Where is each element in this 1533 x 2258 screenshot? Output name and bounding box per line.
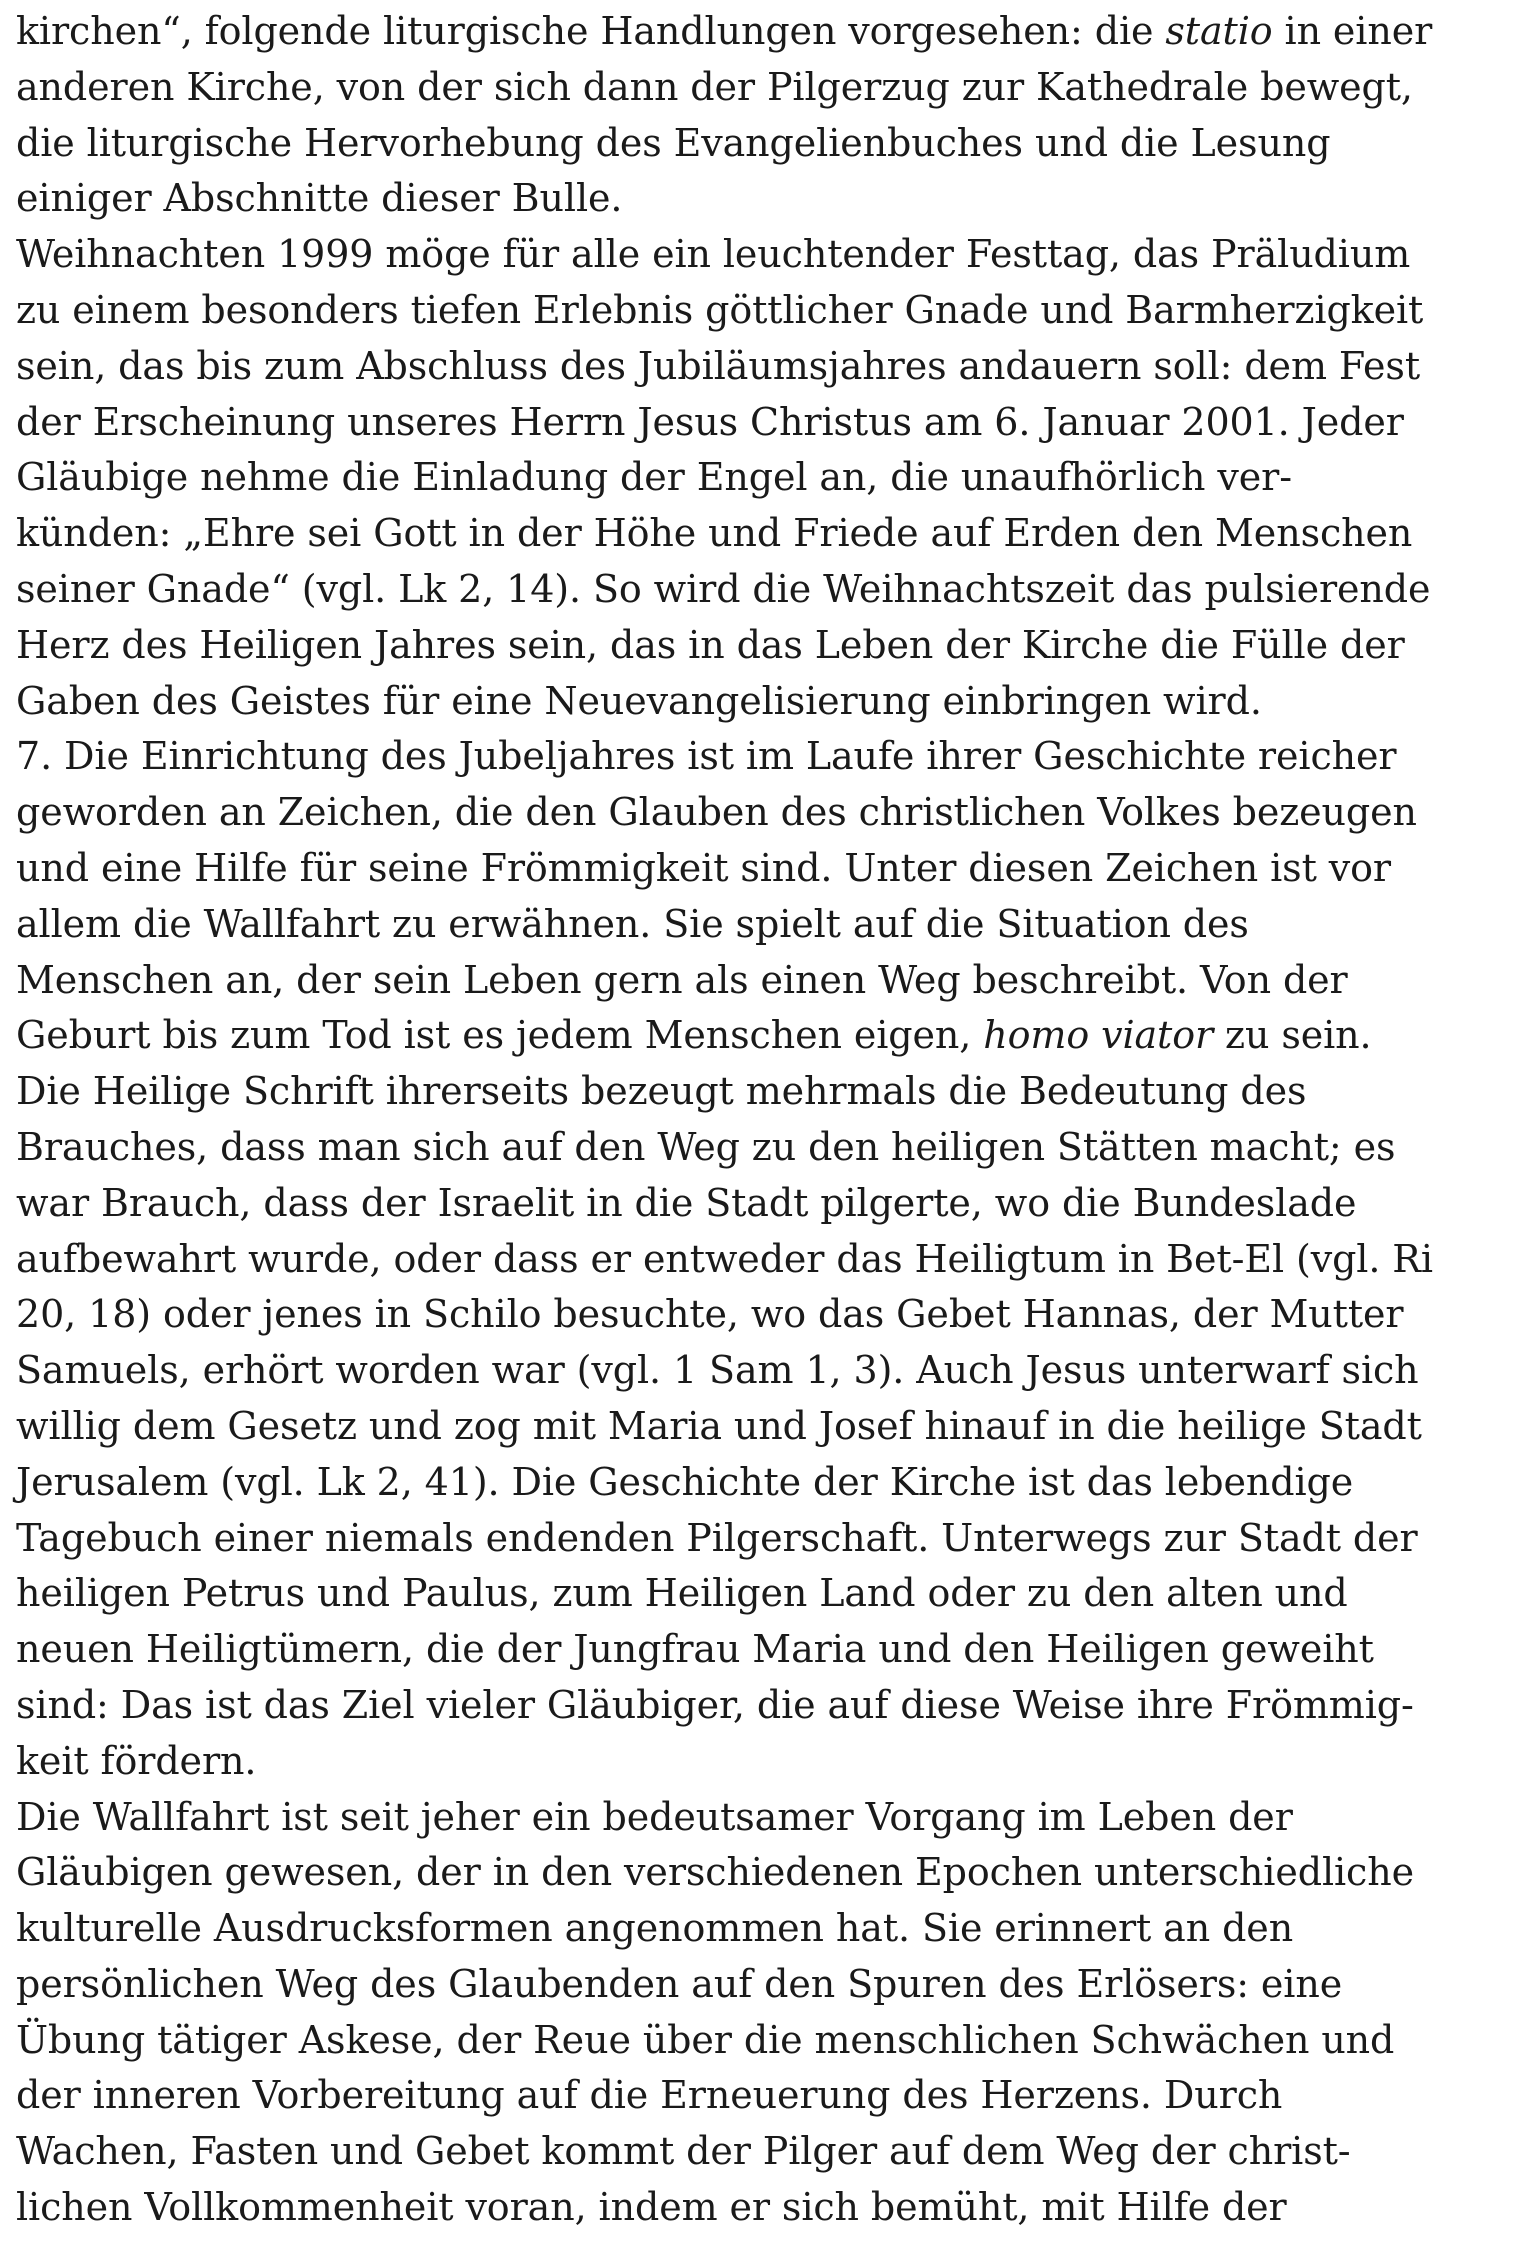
text-run: Tagebuch einer niemals endenden Pilgerschaft. Unterwegs zur Stadt der <box>16 1515 1418 1560</box>
text-run: der Erscheinung unseres Herrn Jesus Christus am 6. Januar 2001. Jeder <box>16 399 1404 444</box>
text-run: persönlichen Weg des Glaubenden auf den Spuren des Erlösers: eine <box>16 1961 1343 2006</box>
text-run: heiligen Petrus und Paulus, zum Heiligen Land oder zu den alten und <box>16 1571 1348 1616</box>
text-line <box>16 1343 1503 1399</box>
text-line <box>16 1008 1503 1064</box>
text-run: die liturgische Hervorhebung des Evangelienbuches und die Lesung <box>16 120 1331 165</box>
text-line <box>16 283 1503 339</box>
text-line <box>16 562 1503 618</box>
text-line <box>16 2124 1503 2180</box>
text-line <box>16 1120 1503 1176</box>
text-line <box>16 1176 1503 1232</box>
text-run: Gläubige nehme die Einladung der Engel an, die unaufhörlich ver- <box>16 455 1292 500</box>
paragraph <box>16 227 1503 729</box>
text-run: keit fördern. <box>16 1738 257 1783</box>
text-run: Jerusalem (vgl. Lk 2, 41). Die Geschichte der Kirche ist das lebendige <box>16 1459 1354 1504</box>
text-line <box>16 1734 1503 1790</box>
text-run: lichen Vollkommenheit voran, indem er sich bemüht, mit Hilfe der <box>16 2185 1287 2230</box>
italic-term: homo viator <box>983 1013 1214 1058</box>
text-line <box>16 116 1503 172</box>
paragraph <box>16 729 1503 1789</box>
text-run: willig dem Gesetz und zog mit Maria und Josef hinauf in die heilige Stadt <box>16 1403 1422 1448</box>
text-run: geworden an Zeichen, die den Glauben des christlichen Volkes bezeugen <box>16 790 1417 835</box>
text-line <box>16 4 1503 60</box>
text-line <box>16 618 1503 674</box>
text-line <box>16 1455 1503 1511</box>
text-line <box>16 729 1503 785</box>
body-text <box>16 4 1503 2236</box>
text-line <box>16 1566 1503 1622</box>
text-line <box>16 450 1503 506</box>
text-line <box>16 1511 1503 1567</box>
text-run: anderen Kirche, von der sich dann der Pilgerzug zur Kathedrale bewegt, <box>16 64 1413 109</box>
text-run: Brauches, dass man sich auf den Weg zu den heiligen Stätten macht; es <box>16 1124 1396 1169</box>
text-run: neuen Heiligtümern, die der Jungfrau Maria und den Heiligen geweiht <box>16 1627 1374 1672</box>
text-run: und eine Hilfe für seine Frömmigkeit sind. Unter diesen Zeichen ist vor <box>16 845 1391 890</box>
text-run: Menschen an, der sein Leben gern als einen Weg beschreibt. Von der <box>16 957 1348 1002</box>
text-line <box>16 1399 1503 1455</box>
text-run: zu sein. <box>1213 1013 1372 1058</box>
text-line <box>16 1064 1503 1120</box>
text-line <box>16 1287 1503 1343</box>
text-run: Gaben des Geistes für eine Neuevangelisierung einbringen wird. <box>16 678 1262 723</box>
text-run: kulturelle Ausdrucksformen angenommen hat. Sie erinnert an den <box>16 1906 1294 1951</box>
text-line <box>16 1678 1503 1734</box>
text-run: Gläubigen gewesen, der in den verschiedenen Epochen unterschiedliche <box>16 1850 1414 1895</box>
text-run: aufbewahrt wurde, oder dass er entweder das Heiligtum in Bet-El (vgl. Ri <box>16 1236 1433 1281</box>
text-run: seiner Gnade“ (vgl. Lk 2, 14). So wird die Weihnachtszeit das pulsierende <box>16 566 1431 611</box>
paragraph <box>16 1790 1503 2236</box>
text-run: einiger Abschnitte dieser Bulle. <box>16 176 623 221</box>
text-line <box>16 1622 1503 1678</box>
paragraph <box>16 4 1503 227</box>
text-line <box>16 674 1503 730</box>
text-run: 7. Die Einrichtung des Jubeljahres ist im Laufe ihrer Geschichte reicher <box>16 734 1397 779</box>
text-run: in einer <box>1272 9 1433 53</box>
text-line <box>16 2013 1503 2069</box>
text-run: Die Heilige Schrift ihrerseits bezeugt mehrmals die Bedeutung des <box>16 1069 1307 1114</box>
text-line <box>16 897 1503 953</box>
text-run: Weihnachten 1999 möge für alle ein leuchtender Festtag, das Präludium <box>16 232 1411 277</box>
text-run: Geburt bis zum Tod ist es jedem Menschen eigen, <box>16 1013 984 1058</box>
text-line <box>16 1790 1503 1846</box>
text-line <box>16 339 1503 395</box>
text-run: allem die Wallfahrt zu erwähnen. Sie spielt auf die Situation des <box>16 901 1249 946</box>
text-line <box>16 2068 1503 2124</box>
text-run: Die Wallfahrt ist seit jeher ein bedeutsamer Vorgang im Leben der <box>16 1794 1293 1839</box>
text-line <box>16 1901 1503 1957</box>
text-line <box>16 506 1503 562</box>
text-line <box>16 1845 1503 1901</box>
text-run: Samuels, erhört worden war (vgl. 1 Sam 1, 3). Auch Jesus unterwarf sich <box>16 1348 1419 1393</box>
text-line <box>16 2180 1503 2236</box>
text-line <box>16 227 1503 283</box>
text-run: sind: Das ist das Ziel vieler Gläubiger, die auf diese Weise ihre Frömmig- <box>16 1682 1414 1727</box>
text-line <box>16 60 1503 116</box>
text-line <box>16 841 1503 897</box>
text-line <box>16 395 1503 451</box>
text-run: sein, das bis zum Abschluss des Jubiläumsjahres andauern soll: dem Fest <box>16 343 1421 388</box>
text-run: der inneren Vorbereitung auf die Erneuerung des Herzens. Durch <box>16 2073 1283 2118</box>
text-run: kirchen“, folgende liturgische Handlungen vorgesehen: die <box>16 9 1166 53</box>
text-run: Übung tätiger Askese, der Reue über die menschlichen Schwächen und <box>16 2017 1395 2062</box>
text-run: künden: „Ehre sei Gott in der Höhe und Friede auf Erden den Menschen <box>16 511 1413 556</box>
text-run: Herz des Heiligen Jahres sein, das in das Leben der Kirche die Fülle der <box>16 622 1405 667</box>
text-run: 20, 18) oder jenes in Schilo besuchte, wo das Gebet Hannas, der Mutter <box>16 1292 1404 1337</box>
text-run: war Brauch, dass der Israelit in die Stadt pilgerte, wo die Bundeslade <box>16 1180 1357 1225</box>
italic-term: statio <box>1165 9 1273 53</box>
text-line <box>16 171 1503 227</box>
text-line <box>16 785 1503 841</box>
text-run: zu einem besonders tiefen Erlebnis göttlicher Gnade und Barmherzigkeit <box>16 287 1424 332</box>
text-line <box>16 953 1503 1009</box>
text-line <box>16 1232 1503 1288</box>
text-line <box>16 1957 1503 2013</box>
text-run: Wachen, Fasten und Gebet kommt der Pilger auf dem Weg der christ- <box>16 2129 1351 2174</box>
